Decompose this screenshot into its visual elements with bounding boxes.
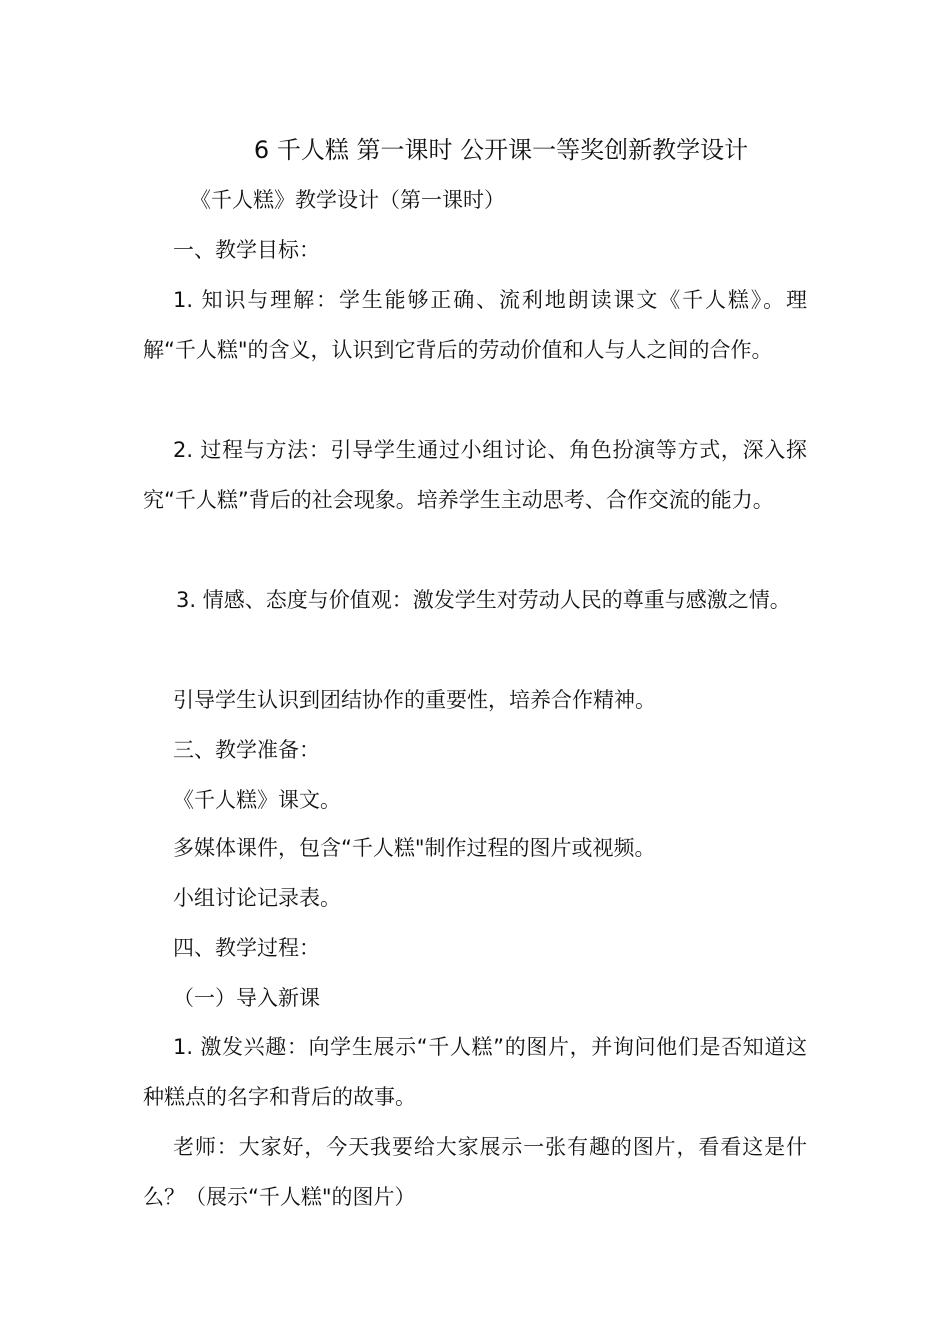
teacher-dialogue: 老师：大家好，今天我要给大家展示一张有趣的图片，看看这是什么？（展示“千人糕"的图片）	[143, 1135, 807, 1209]
preparation-item-text: 《千人糕》课文。	[173, 788, 341, 812]
section-heading-preparation: 三、教学准备：	[173, 738, 320, 762]
objective-values: 3. 情感、态度与价值观：激发学生对劳动人民的尊重与感激之情。	[176, 588, 791, 612]
objective-cooperation: 引导学生认识到团结协作的重要性，培养合作精神。	[173, 688, 656, 712]
section-heading-objectives: 一、教学目标：	[173, 238, 320, 262]
section-heading-process: 四、教学过程：	[173, 936, 320, 960]
preparation-item-media: 多媒体课件，包含“千人糕"制作过程的图片或视频。	[173, 836, 656, 860]
step-interest: 1. 激发兴趣：向学生展示“千人糕”的图片，并询问他们是否知道这种糕点的名字和背后的故事。	[143, 1035, 807, 1109]
document-title: 6 千人糕 第一课时 公开课一等奖创新教学设计	[253, 136, 749, 164]
preparation-item-form: 小组讨论记录表。	[173, 886, 341, 910]
subsection-heading-intro: （一）导入新课	[173, 986, 320, 1010]
objective-knowledge: 1. 知识与理解：学生能够正确、流利地朗读课文《千人糕》。理解“千人糕"的含义，认识到它背后的劳动价值和人与人之间的合作。	[143, 288, 807, 362]
document-subtitle: 《千人糕》教学设计（第一课时）	[190, 188, 505, 212]
objective-process: 2. 过程与方法：引导学生通过小组讨论、角色扮演等方式，深入探究“千人糕”背后的社会现象。培养学生主动思考、合作交流的能力。	[143, 438, 807, 512]
